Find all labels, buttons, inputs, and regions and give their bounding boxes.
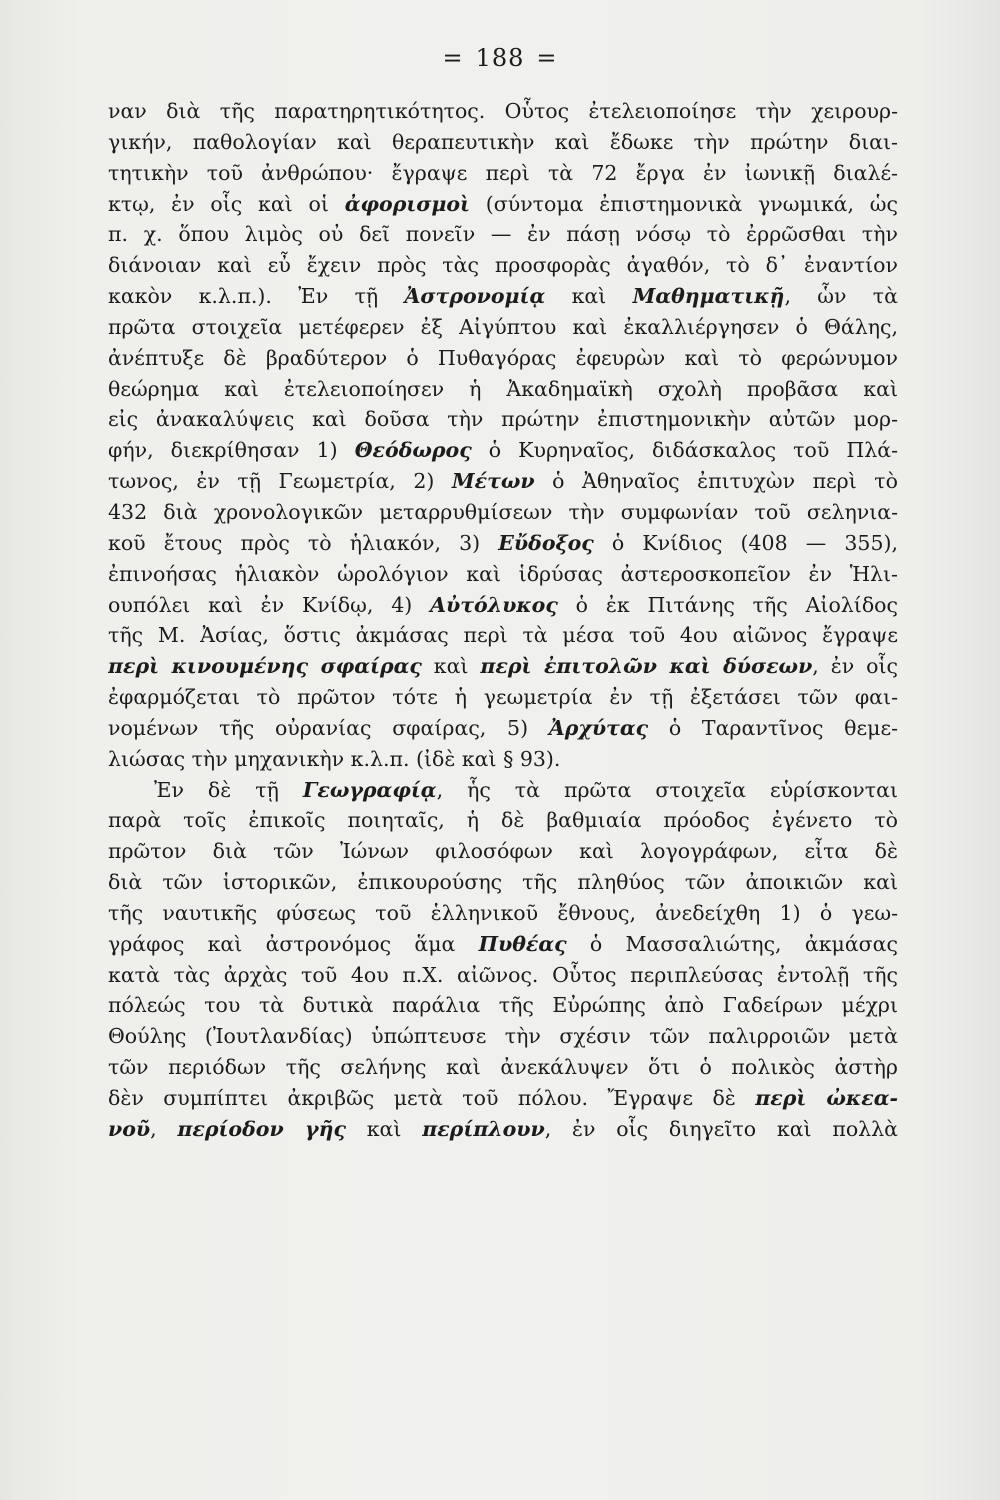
text-line bbox=[108, 960, 898, 991]
text-segment: , bbox=[150, 1116, 178, 1141]
text-segment: κατὰ τὰς ἀρχὰς τοῦ 4ου π.Χ. αἰῶνος. Οὗτος περιπλεύσας ἐντολῇ τῆς bbox=[108, 962, 898, 987]
text-line bbox=[108, 96, 898, 127]
emphasized-term: ἀφορισμοὶ bbox=[344, 191, 470, 216]
text-line bbox=[108, 528, 898, 559]
text-segment: ὁ Ταραντῖνος θεμε- bbox=[648, 715, 898, 740]
text-segment: 432 διὰ χρονολογικῶν μεταρρυθμίσεων τὴν συμφωνίαν τοῦ σεληνια- bbox=[108, 499, 898, 524]
text-line bbox=[108, 836, 898, 867]
text-line bbox=[108, 744, 898, 775]
text-segment: διὰ τῶν ἱστορικῶν, ἐπικουρούσης τῆς πληθύος τῶν ἀποικιῶν καὶ bbox=[108, 870, 898, 895]
text-line bbox=[108, 281, 898, 312]
text-segment: ναν διὰ τῆς παρατηρητικότητος. Οὗτος ἐτελειοποίησε τὴν χειρουρ- bbox=[108, 99, 898, 123]
text-segment: παρὰ τοῖς ἐπικοῖς ποιηταῖς, ἡ δὲ βαθμιαία πρόοδος ἐγένετο τὸ bbox=[108, 808, 898, 833]
text-segment: ἀνέπτυξε δὲ βραδύτερον ὁ Πυθαγόρας ἐφευρὼν καὶ τὸ φερώνυμον bbox=[108, 345, 898, 370]
text-segment: καὶ bbox=[421, 654, 481, 679]
emphasized-term: Ἀρχύτας bbox=[548, 715, 649, 740]
emphasized-term: νοῦ bbox=[108, 1116, 151, 1141]
text-line bbox=[108, 651, 898, 682]
text-segment: τωνος, ἐν τῇ Γεωμετρία, 2) bbox=[108, 469, 452, 494]
text-line bbox=[108, 404, 898, 435]
text-line bbox=[108, 158, 898, 189]
text-line bbox=[108, 1052, 898, 1083]
text-segment: τῶν περιόδων τῆς σελήνης καὶ ἀνεκάλυψεν ὅτι ὁ πολικὸς ἀστὴρ bbox=[108, 1055, 898, 1080]
text-segment: πόλεώς του τὰ δυτικὰ παράλια τῆς Εὐρώπης ἀπὸ Γαδείρων μέχρι bbox=[108, 993, 898, 1018]
emphasized-term: περίπλουν bbox=[422, 1116, 545, 1141]
emphasized-term: περὶ κινουμένης σφαίρας bbox=[108, 654, 422, 679]
text-segment: καὶ bbox=[545, 284, 633, 309]
text-segment: γικήν, παθολογίαν καὶ θεραπευτικὴν καὶ ἔδωκε τὴν πρώτην διαι- bbox=[108, 129, 898, 154]
text-segment: , ἐν οἷς διηγεῖτο καὶ πολλὰ bbox=[544, 1116, 898, 1141]
text-line bbox=[108, 898, 898, 929]
text-segment: κτῳ, ἐν οἷς καὶ οἱ bbox=[108, 191, 345, 216]
text-segment: κακὸν κ.λ.π.). Ἐν τῇ bbox=[108, 284, 405, 309]
text-segment: π. χ. ὅπου λιμὸς οὐ δεῖ πονεῖν — ἐν πάσῃ νόσῳ τὸ ἐρρῶσθαι τὴν bbox=[108, 222, 898, 247]
text-line bbox=[108, 713, 898, 744]
text-line bbox=[108, 559, 898, 590]
text-line bbox=[108, 929, 898, 960]
text-segment: Ἐν δὲ τῇ bbox=[154, 777, 303, 802]
emphasized-term: Μέτων bbox=[451, 469, 535, 494]
page-number: 188 bbox=[475, 44, 525, 72]
text-line bbox=[108, 189, 898, 220]
emphasized-term: Ἀστρονομίᾳ bbox=[404, 284, 546, 309]
text-segment: τῆς Μ. Ἀσίας, ὅστις ἀκμάσας περὶ τὰ μέσα τοῦ 4ου αἰῶνος ἔγραψε bbox=[108, 623, 898, 648]
text-line bbox=[108, 312, 898, 343]
text-segment: νομένων τῆς οὐρανίας σφαίρας, 5) bbox=[108, 715, 549, 740]
text-line bbox=[108, 590, 898, 621]
text-line bbox=[108, 250, 898, 281]
text-segment: , ὧν τὰ bbox=[784, 284, 898, 309]
emphasized-term: περὶ ἐπιτολῶν καὶ δύσεων bbox=[480, 654, 813, 679]
page-number-decoration-right: = bbox=[536, 44, 558, 72]
emphasized-term: περὶ ὠκεα- bbox=[755, 1086, 898, 1110]
text-line bbox=[108, 775, 898, 806]
text-segment: , ἧς τὰ πρῶτα στοιχεῖα εὑρίσκονται bbox=[436, 777, 898, 802]
text-line bbox=[108, 805, 898, 836]
emphasized-term: Θεόδωρος bbox=[354, 438, 472, 463]
emphasized-term: Αὐτόλυκος bbox=[430, 592, 558, 617]
text-line bbox=[108, 435, 898, 466]
text-segment: (σύντομα ἐπιστημονικὰ γνωμικά, ὡς bbox=[469, 191, 898, 216]
text-line bbox=[108, 1021, 898, 1052]
text-segment: , ἐν οἷς bbox=[812, 654, 898, 679]
text-segment: ἐφαρμόζεται τὸ πρῶτον τότε ἡ γεωμετρία ἐν τῇ ἐξετάσει τῶν φαι- bbox=[108, 685, 898, 710]
text-segment: ἐπινοήσας ἡλιακὸν ὡρολόγιον καὶ ἱδρύσας ἀστεροσκοπεῖον ἐν Ἡλι- bbox=[108, 561, 898, 586]
text-line bbox=[108, 127, 898, 158]
text-line bbox=[108, 990, 898, 1021]
text-segment: ουπόλει καὶ ἐν Κνίδῳ, 4) bbox=[108, 592, 431, 617]
text-line bbox=[108, 466, 898, 497]
text-line bbox=[108, 867, 898, 898]
text-segment: δὲν συμπίπτει ἀκριβῶς μετὰ τοῦ πόλου. Ἔγραψε δὲ bbox=[108, 1086, 756, 1110]
text-segment: τῆς ναυτικῆς φύσεως τοῦ ἑλληνικοῦ ἔθνους, ἀνεδείχθη 1) ὁ γεω- bbox=[108, 900, 898, 925]
text-segment: εἰς ἀνακαλύψεις καὶ δοῦσα τὴν πρώτην ἐπιστημονικὴν αὐτῶν μορ- bbox=[108, 407, 898, 432]
text-segment: φήν, διεκρίθησαν 1) bbox=[108, 438, 355, 463]
text-segment: λιώσας τὴν μηχανικὴν κ.λ.π. (ἰδὲ καὶ § 93). bbox=[108, 746, 561, 771]
text-segment: διάνοιαν καὶ εὖ ἔχειν πρὸς τὰς προσφορὰς ἀγαθόν, τὸ δ᾽ ἐναντίον bbox=[108, 253, 898, 278]
emphasized-term: Πυθέας bbox=[478, 931, 567, 956]
text-line bbox=[108, 497, 898, 528]
text-segment: Θούλης (Ἰουτλανδίας) ὑπώπτευσε τὴν σχέσιν τῶν παλιρροιῶν μετὰ bbox=[108, 1024, 898, 1049]
emphasized-term: περίοδον γῆς bbox=[177, 1116, 346, 1141]
text-segment: ὁ Κυρηναῖος, διδάσκαλος τοῦ Πλά- bbox=[471, 438, 898, 463]
text-segment: ὁ Μασσαλιώτης, ἀκμάσας bbox=[566, 931, 898, 956]
text-line bbox=[108, 1114, 898, 1145]
page-number-header bbox=[0, 44, 1000, 72]
emphasized-term: Μαθηματικῇ bbox=[632, 284, 785, 309]
page-number-decoration-left: = bbox=[442, 44, 464, 72]
text-segment: κοῦ ἔτους πρὸς τὸ ἡλιακόν, 3) bbox=[108, 530, 499, 555]
text-line bbox=[108, 620, 898, 651]
text-segment: θεώρημα καὶ ἐτελειοποίησεν ἡ Ἀκαδημαϊκὴ σχολὴ προβᾶσα καὶ bbox=[108, 376, 898, 401]
text-segment: ὁ Κνίδιος (408 — 355), bbox=[593, 530, 898, 555]
text-line bbox=[108, 343, 898, 374]
text-line bbox=[108, 682, 898, 713]
text-segment: καὶ bbox=[345, 1116, 423, 1141]
text-segment: πρῶτον διὰ τῶν Ἰώνων φιλοσόφων καὶ λογογράφων, εἶτα δὲ bbox=[108, 839, 898, 864]
text-line bbox=[108, 374, 898, 405]
emphasized-term: Εὔδοξος bbox=[498, 530, 594, 555]
text-line bbox=[108, 219, 898, 250]
text-line bbox=[108, 1083, 898, 1114]
text-segment: πρῶτα στοιχεῖα μετέφερεν ἐξ Αἰγύπτου καὶ ἐκαλλιέργησεν ὁ Θάλης, bbox=[108, 314, 898, 339]
emphasized-term: Γεωγραφίᾳ bbox=[302, 777, 437, 802]
body-text bbox=[108, 96, 898, 1145]
text-segment: ὁ ἐκ Πιτάνης τῆς Αἰολίδος bbox=[557, 592, 898, 617]
text-segment: ὁ Ἀθηναῖος ἐπιτυχὼν περὶ τὸ bbox=[534, 469, 898, 494]
text-segment: τητικὴν τοῦ ἀνθρώπου· ἔγραψε περὶ τὰ 72 ἔργα ἐν ἰωνικῇ διαλέ- bbox=[108, 160, 898, 185]
text-segment: γράφος καὶ ἀστρονόμος ἅμα bbox=[108, 931, 479, 956]
